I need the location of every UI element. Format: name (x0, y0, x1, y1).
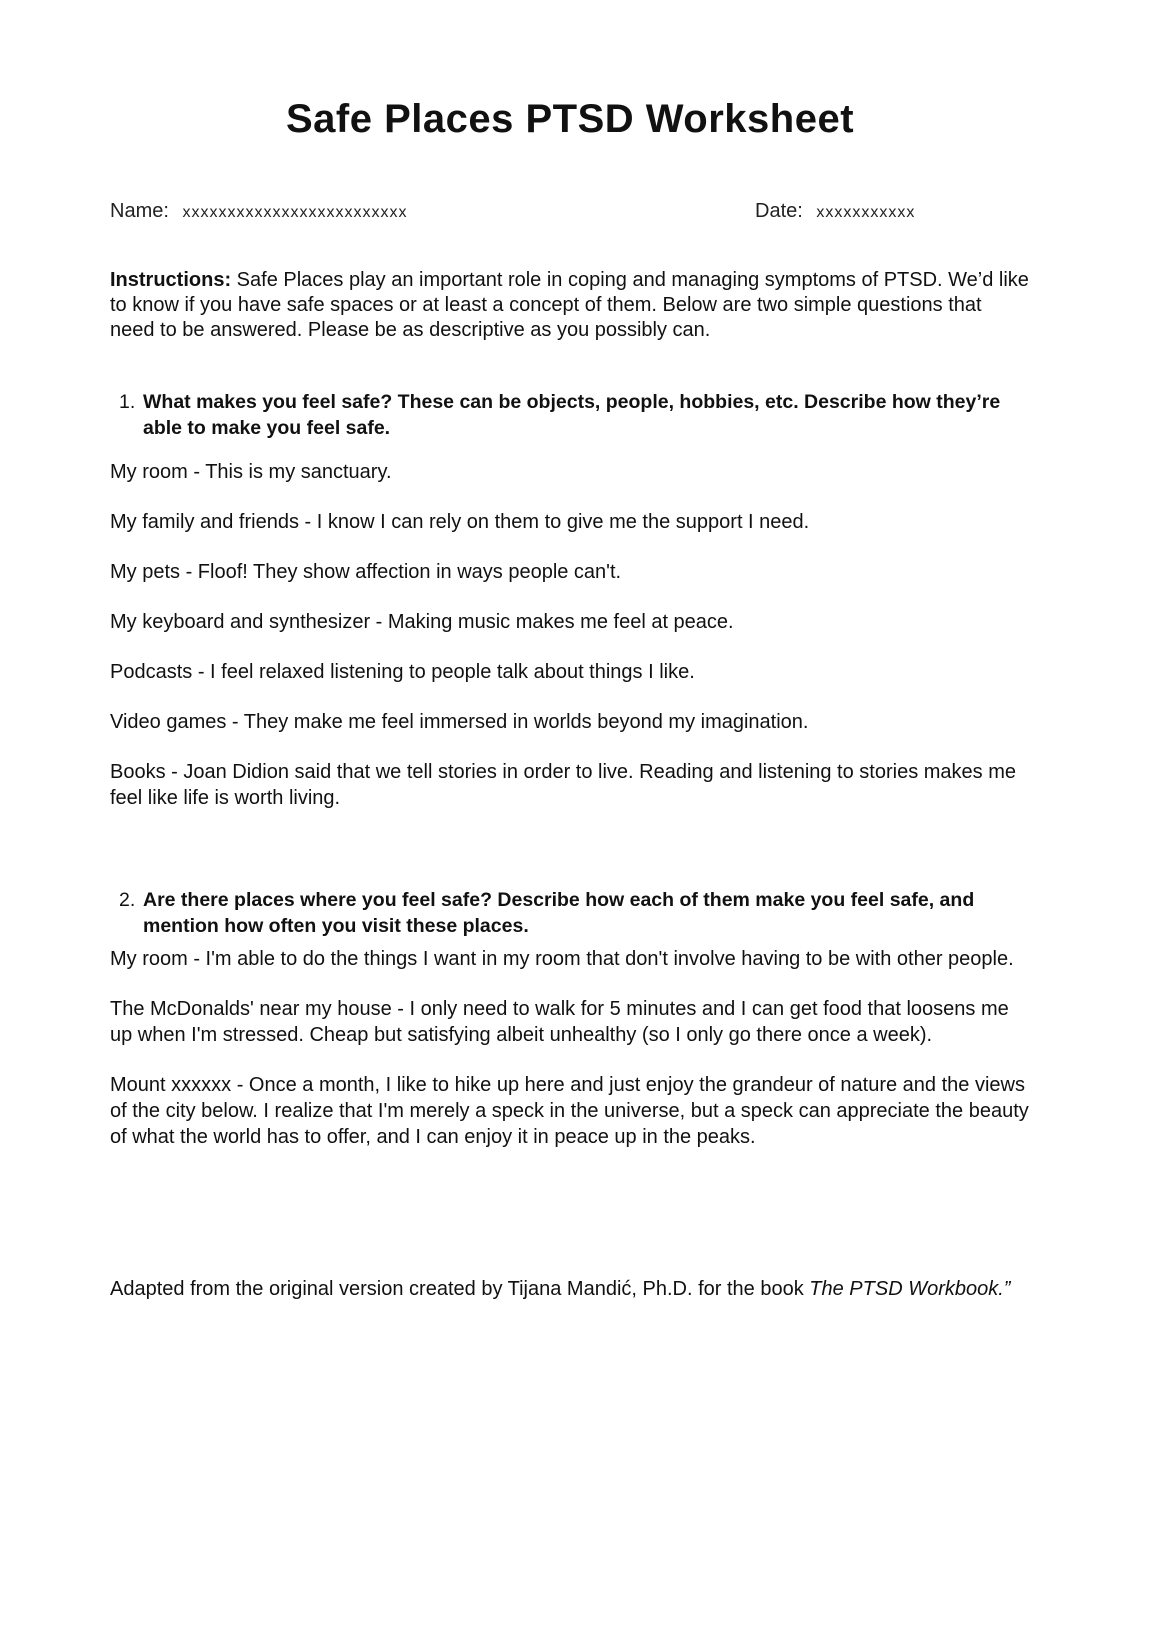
answer-paragraph: Mount xxxxxx - Once a month, I like to hike up here and just enjoy the grandeur of nature and the views of the city below. I realize that I'm merely a speck in the universe, but a speck can appreciate the beauty of what the world has to offer, and I can enjoy it in peace up in the peaks. (110, 1074, 1029, 1148)
answer-paragraph: My family and friends - I know I can rely on them to give me the support I need. (110, 511, 810, 533)
answer-paragraph: My keyboard and synthesizer - Making music makes me feel at peace. (110, 611, 734, 633)
instructions-label: Instructions: (110, 269, 232, 291)
name-date-row (110, 200, 1030, 226)
question-1-number: 1. (119, 391, 136, 413)
attribution-note (110, 1276, 1030, 1302)
instructions-paragraph (110, 268, 1030, 343)
book-title: The PTSD Workbook.” (809, 1278, 1011, 1300)
answer-paragraph: My room - I'm able to do the things I want in my room that don't involve having to be with other people. (110, 948, 1014, 970)
question-1 (110, 389, 1030, 441)
date-field-group (755, 200, 915, 223)
answer-paragraph: The McDonalds' near my house - I only need to walk for 5 minutes and I can get food that loosens me up when I'm stressed. Cheap but satisfying albeit unhealthy (so I only go there once a week). (110, 998, 1009, 1046)
question-2-answers (110, 946, 1030, 1150)
attribution-text: Adapted from the original version created by Tijana Mandić, Ph.D. for the book (110, 1278, 810, 1300)
question-1-prompt: What makes you feel safe? These can be objects, people, hobbies, etc. Describe how they’re able to make you feel safe. (143, 391, 1001, 439)
name-label: Name: (110, 200, 169, 222)
date-field[interactable]: xxxxxxxxxxx (816, 204, 916, 221)
answer-paragraph: Podcasts - I feel relaxed listening to people talk about things I like. (110, 661, 695, 683)
question-2 (110, 887, 1030, 939)
page-title: Safe Places PTSD Worksheet (285, 97, 855, 141)
answer-paragraph: Video games - They make me feel immersed in worlds beyond my imagination. (110, 711, 809, 733)
answer-paragraph: Books - Joan Didion said that we tell stories in order to live. Reading and listening to stories makes me feel like life is worth living. (110, 761, 1017, 809)
date-label: Date: (755, 200, 803, 222)
name-field-group (110, 200, 407, 222)
answer-paragraph: My pets - Floof! They show affection in ways people can't. (110, 561, 622, 583)
answer-paragraph: My room - This is my sanctuary. (110, 461, 392, 483)
question-2-number: 2. (119, 889, 136, 911)
question-1-answers (110, 459, 1030, 811)
name-field[interactable]: xxxxxxxxxxxxxxxxxxxxxxxxx (182, 204, 408, 221)
instructions-text: Safe Places play an important role in coping and managing symptoms of PTSD. We’d like to know if you have safe spaces or at least a concept of them. Below are two simple questions that need to be answered. Please be as descriptive as you possibly can. (110, 269, 1029, 341)
question-2-prompt: Are there places where you feel safe? Describe how each of them make you feel safe, and mention how often you visit these places. (143, 889, 975, 937)
